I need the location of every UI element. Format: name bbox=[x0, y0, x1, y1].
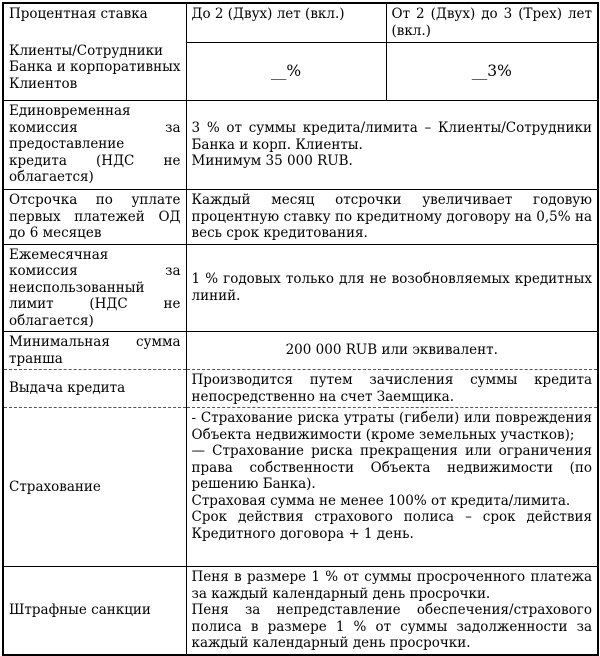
insurance-label: Страхование bbox=[9, 478, 101, 495]
unused-limit-fee-text: 1 % годовых только для не возобновляемых кредитных линий. bbox=[191, 271, 592, 304]
penalty-no-collateral-text: Пеня за непредставление обеспечения/страхового полиса в размере 1 % от суммы задолженности за каждый календарный день просрочки. bbox=[191, 602, 592, 651]
insurance-content-cell bbox=[186, 408, 598, 567]
table-row-one-time-fee bbox=[3, 101, 598, 190]
one-time-fee-label-cell bbox=[3, 101, 186, 190]
disbursement-label-cell bbox=[3, 370, 186, 408]
table-row-interest-rate-header bbox=[3, 3, 598, 43]
deferral-label: Отсрочка по уплате первых платежей ОД до 6 месяцев bbox=[9, 192, 181, 241]
table-row-insurance bbox=[3, 408, 598, 567]
rate-value-2-to-3-years bbox=[386, 43, 598, 101]
interest-rate-title: Процентная ставка bbox=[9, 6, 148, 22]
disbursement-label: Выдача кредита bbox=[9, 380, 126, 397]
one-time-fee-label: Единовременная комиссия за предоставление кредита (НДС не облагается) bbox=[9, 103, 181, 185]
table-row-disbursement bbox=[3, 370, 598, 408]
unused-limit-fee-label-cell bbox=[3, 244, 186, 332]
table-row-unused-limit-fee bbox=[3, 244, 598, 332]
one-time-fee-minimum-text: Минимум 35 000 RUB. bbox=[191, 153, 353, 170]
min-tranche-text: 200 000 RUB или эквивалент. bbox=[285, 342, 498, 359]
disbursement-text: Производится путем зачисления суммы кредита непосредственно на счет Заемщика. bbox=[191, 372, 592, 405]
insurance-label-cell bbox=[3, 408, 186, 567]
deferral-label-cell bbox=[3, 190, 186, 245]
table-row-deferral bbox=[3, 190, 598, 245]
rate-value-up-to-2-years-text: __% bbox=[270, 62, 302, 81]
one-time-fee-text: 3 % от суммы кредита/лимита – Клиенты/Сотрудники Банка и корп. Клиенты. bbox=[191, 120, 592, 153]
deferral-text: Каждый месяц отсрочки увеличивает годовую процентную ставку по кредитному договору на 0,5% на весь срок кредитования. bbox=[191, 192, 592, 241]
penalty-late-payment-text: Пеня в размере 1 % от суммы просроченного платежа за каждый календарный день просрочки. bbox=[191, 569, 592, 602]
rate-value-2-to-3-years-text: __3% bbox=[471, 62, 512, 81]
term-header-up-to-2-years bbox=[186, 3, 386, 43]
table-row-min-tranche bbox=[3, 332, 598, 370]
credit-terms-table bbox=[2, 2, 599, 656]
term-header-up-to-2-years-text: До 2 (Двух) лет (вкл.) bbox=[191, 6, 345, 22]
insurance-risk-loss-text: - Страхование риска утраты (гибели) или повреждения Объекта недвижимости (кроме земельных участков); bbox=[191, 410, 592, 443]
unused-limit-fee-label: Ежемесячная комиссия за неиспользованный лимит (НДС не облагается) bbox=[9, 246, 181, 329]
insurance-policy-term-text: Срок действия страхового полиса – срок действия Кредитного договора + 1 день. bbox=[191, 509, 592, 542]
min-tranche-content-cell bbox=[186, 332, 598, 370]
penalties-label: Штрафные санкции bbox=[9, 602, 151, 618]
min-tranche-label: Минимальная сумма транша bbox=[9, 334, 181, 367]
disbursement-content-cell bbox=[186, 370, 598, 408]
interest-rate-clients-label: Клиенты/Сотрудники Банка и корпоративных Клиентов bbox=[9, 42, 181, 92]
unused-limit-fee-content-cell bbox=[186, 244, 598, 332]
penalties-label-cell bbox=[3, 567, 186, 655]
term-header-2-to-3-years-text: От 2 (Двух) до 3 (Трех) лет (вкл.) bbox=[391, 6, 592, 39]
insurance-sum-text: Страховая сумма не менее 100% от кредита/лимита. bbox=[191, 492, 571, 509]
interest-rate-label-cell bbox=[3, 3, 186, 101]
penalties-content-cell bbox=[186, 567, 598, 655]
table-row-penalties bbox=[3, 567, 598, 655]
insurance-risk-title-text: — Страхование риска прекращения или ограничения права собственности Объекта недвижимости (по решению Банка). bbox=[191, 443, 592, 492]
rate-value-up-to-2-years bbox=[186, 43, 386, 101]
one-time-fee-content-cell bbox=[186, 101, 598, 190]
deferral-content-cell bbox=[186, 190, 598, 245]
min-tranche-label-cell bbox=[3, 332, 186, 370]
term-header-2-to-3-years bbox=[386, 3, 598, 43]
